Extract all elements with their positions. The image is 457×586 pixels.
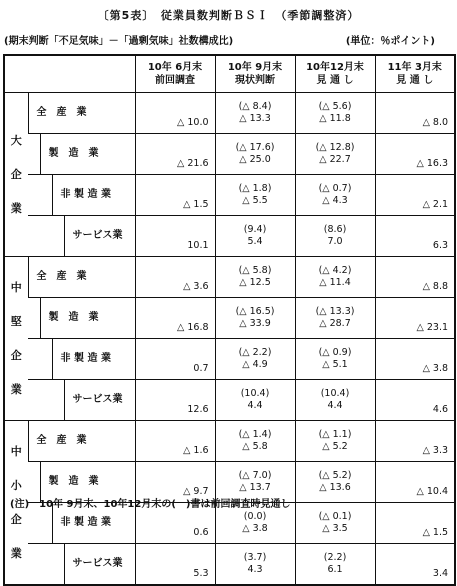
current-value: △ 3.5 (322, 523, 348, 534)
value-prev-survey: 0.7 (135, 339, 215, 380)
company-size-char: 業 (10, 201, 22, 215)
value-prev-survey: △ 1.6 (135, 421, 215, 462)
value-forecast-dec (295, 339, 375, 380)
value-forecast-dec (295, 462, 375, 503)
table-row (4, 544, 455, 586)
footnote: (注) 10年 9月末、10年12月末の( )書は前回調査時見通し (10, 499, 291, 510)
value-forecast-mar: △ 8.0 (375, 93, 455, 134)
value-forecast-mar: △ 3.8 (375, 339, 455, 380)
value-forecast-dec (295, 93, 375, 134)
value-prev-survey: 5.3 (135, 544, 215, 586)
indent-spacer (40, 544, 52, 586)
current-value: △ 11.4 (319, 277, 351, 288)
value-forecast-dec (295, 298, 375, 339)
value-current (215, 298, 295, 339)
current-value: △ 25.0 (239, 154, 271, 165)
value-forecast-mar: 6.3 (375, 216, 455, 257)
industry-label: 非 製 造 業 (52, 175, 135, 216)
value-forecast-dec (295, 134, 375, 175)
prior-forecast-value: (△ 1.4) (238, 429, 272, 440)
table-row (4, 298, 455, 339)
current-value: 4.4 (247, 400, 263, 411)
prior-forecast-value: (△ 17.6) (235, 142, 275, 153)
table-row (4, 216, 455, 257)
current-value: △ 13.3 (239, 113, 271, 124)
indent-spacer (52, 216, 64, 257)
value-forecast-mar: 3.4 (375, 544, 455, 586)
company-size-char: 業 (10, 382, 22, 396)
current-value: △ 5.5 (242, 195, 268, 206)
company-size-char: 企 (10, 348, 22, 362)
current-value: △ 5.8 (242, 441, 268, 452)
company-size-char: 企 (10, 167, 22, 181)
value-prev-survey: △ 9.7 (135, 462, 215, 503)
industry-label: 全 産 業 (28, 93, 135, 134)
indent-spacer (28, 380, 40, 421)
prior-forecast-value: (2.2) (323, 552, 347, 563)
current-value: 5.4 (247, 236, 263, 247)
prior-forecast-value: (△ 8.4) (238, 101, 272, 112)
value-current (215, 339, 295, 380)
industry-label: 非 製 造 業 (52, 339, 135, 380)
current-value: 4.3 (247, 564, 263, 575)
prior-forecast-value: (△ 5.6) (318, 101, 352, 112)
industry-label: サービス業 (64, 216, 135, 257)
current-value: △ 3.8 (242, 523, 268, 534)
company-size-label (4, 257, 28, 421)
value-prev-survey: 10.1 (135, 216, 215, 257)
prior-forecast-value: (△ 5.8) (238, 265, 272, 276)
prior-forecast-value: (△ 16.5) (235, 306, 275, 317)
company-size-char: 企 (10, 512, 22, 526)
value-current (215, 257, 295, 298)
value-forecast-dec (295, 216, 375, 257)
value-forecast-mar: △ 2.1 (375, 175, 455, 216)
current-value: △ 11.8 (319, 113, 351, 124)
indent-spacer (40, 339, 52, 380)
indent-spacer (28, 134, 40, 175)
value-prev-survey: 12.6 (135, 380, 215, 421)
value-current (215, 380, 295, 421)
table-row (4, 93, 455, 134)
value-prev-survey: △ 21.6 (135, 134, 215, 175)
current-value: △ 5.2 (322, 441, 348, 452)
company-size-char: 中 (10, 444, 22, 458)
value-forecast-mar: △ 3.3 (375, 421, 455, 462)
company-size-char: 小 (10, 478, 22, 492)
prior-forecast-value: (△ 13.3) (315, 306, 355, 317)
header-corner (4, 55, 135, 93)
prior-forecast-value: (△ 0.7) (318, 183, 352, 194)
current-value: △ 22.7 (319, 154, 351, 165)
value-forecast-mar: 4.6 (375, 380, 455, 421)
table-row (4, 257, 455, 298)
current-value: 6.1 (327, 564, 343, 575)
industry-label: 製 造 業 (40, 462, 135, 503)
prior-forecast-value: (△ 7.0) (238, 470, 272, 481)
indent-spacer (28, 544, 40, 586)
current-value: △ 4.3 (322, 195, 348, 206)
industry-label: 非 製 造 業 (52, 503, 135, 544)
value-forecast-dec (295, 503, 375, 544)
header-col-3: 10年12月末 見 通 し (295, 55, 375, 93)
value-forecast-mar: △ 8.8 (375, 257, 455, 298)
value-forecast-mar: △ 10.4 (375, 462, 455, 503)
prior-forecast-value: (3.7) (243, 552, 267, 563)
prior-forecast-value: (△ 12.8) (315, 142, 355, 153)
prior-forecast-value: (△ 2.2) (238, 347, 272, 358)
header-col-1: 10年 6月末 前回調査 (135, 55, 215, 93)
indent-spacer (40, 380, 52, 421)
company-size-char: 業 (10, 546, 22, 560)
industry-label: 製 造 業 (40, 134, 135, 175)
prior-forecast-value: (0.0) (243, 511, 267, 522)
prior-forecast-value: (△ 5.2) (318, 470, 352, 481)
indent-spacer (28, 216, 40, 257)
current-value: 7.0 (327, 236, 343, 247)
industry-label: 製 造 業 (40, 298, 135, 339)
prior-forecast-value: (△ 4.2) (318, 265, 352, 276)
value-forecast-mar: △ 23.1 (375, 298, 455, 339)
prior-forecast-value: (△ 1.1) (318, 429, 352, 440)
header-col-2: 10年 9月末 現状判断 (215, 55, 295, 93)
value-forecast-dec (295, 421, 375, 462)
value-current (215, 93, 295, 134)
current-value: △ 33.9 (239, 318, 271, 329)
current-value: 4.4 (327, 400, 343, 411)
company-size-char: 堅 (10, 314, 22, 328)
value-forecast-dec (295, 257, 375, 298)
value-current (215, 421, 295, 462)
value-prev-survey: △ 10.0 (135, 93, 215, 134)
value-forecast-dec (295, 175, 375, 216)
table-subnote: (期末判断「不足気味」－「過剰気味」社数構成比) (4, 36, 234, 47)
industry-label: サービス業 (64, 380, 135, 421)
prior-forecast-value: (8.6) (323, 224, 347, 235)
table-row (4, 421, 455, 462)
company-size-char: 中 (10, 280, 22, 294)
unit-label: (単位：％ポイント) (345, 36, 435, 47)
value-prev-survey: 0.6 (135, 503, 215, 544)
header-row (4, 55, 455, 93)
industry-label: 全 産 業 (28, 421, 135, 462)
value-current (215, 544, 295, 586)
prior-forecast-value: (△ 0.9) (318, 347, 352, 358)
prior-forecast-value: (10.4) (240, 388, 270, 399)
current-value: △ 4.9 (242, 359, 268, 370)
industry-label: 全 産 業 (28, 257, 135, 298)
indent-spacer (28, 339, 40, 380)
value-forecast-dec (295, 380, 375, 421)
table-row (4, 339, 455, 380)
current-value: △ 28.7 (319, 318, 351, 329)
current-value: △ 12.5 (239, 277, 271, 288)
value-prev-survey: △ 3.6 (135, 257, 215, 298)
table-row (4, 380, 455, 421)
current-value: △ 13.6 (319, 482, 351, 493)
current-value: △ 5.1 (322, 359, 348, 370)
prior-forecast-value: (△ 1.8) (238, 183, 272, 194)
table-row (4, 175, 455, 216)
indent-spacer (28, 175, 40, 216)
indent-spacer (40, 216, 52, 257)
header-col-4: 11年 3月末 見 通 し (375, 55, 455, 93)
value-prev-survey: △ 1.5 (135, 175, 215, 216)
prior-forecast-value: (10.4) (320, 388, 350, 399)
value-forecast-dec (295, 544, 375, 586)
value-current (215, 216, 295, 257)
prior-forecast-value: (9.4) (243, 224, 267, 235)
company-size-char: 大 (10, 133, 22, 147)
value-current (215, 175, 295, 216)
prior-forecast-value: (△ 0.1) (318, 511, 352, 522)
value-forecast-mar: △ 16.3 (375, 134, 455, 175)
table-row (4, 134, 455, 175)
industry-label: サービス業 (64, 544, 135, 586)
value-current (215, 134, 295, 175)
indent-spacer (52, 544, 64, 586)
company-size-label (4, 93, 28, 257)
current-value: △ 13.7 (239, 482, 271, 493)
indent-spacer (52, 380, 64, 421)
value-forecast-mar: △ 1.5 (375, 503, 455, 544)
value-prev-survey: △ 16.8 (135, 298, 215, 339)
indent-spacer (28, 298, 40, 339)
indent-spacer (40, 175, 52, 216)
table-title: 〔第5表〕 従業員数判断ＢＳＩ （季節調整済） (97, 9, 360, 22)
